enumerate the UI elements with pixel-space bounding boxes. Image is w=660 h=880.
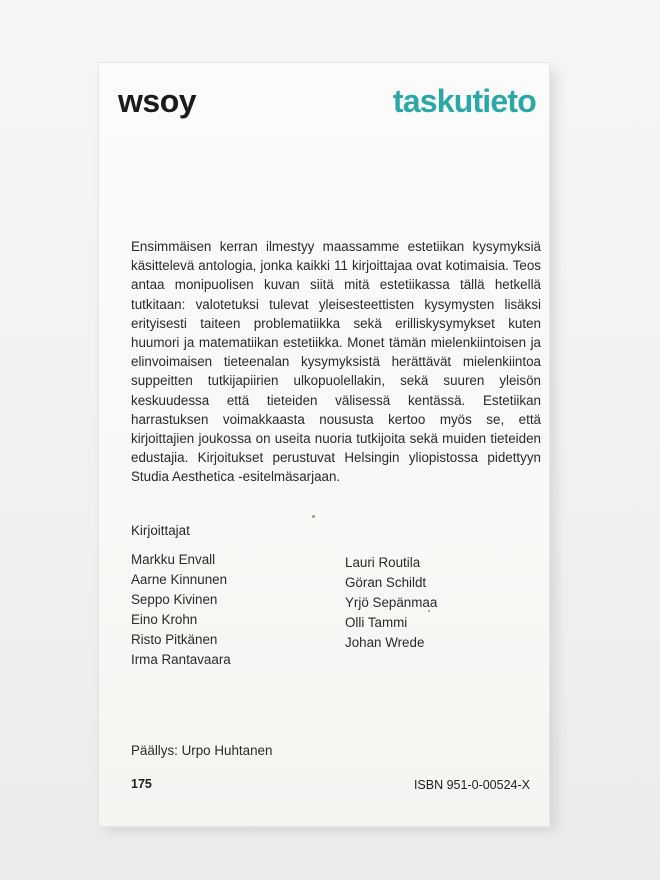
book-back-cover [98, 62, 550, 827]
cover-credit: Päällys: Urpo Huhtanen [131, 743, 273, 758]
author-name: Eino Krohn [131, 612, 198, 627]
author-name: Johan Wrede [345, 635, 425, 650]
author-name: Seppo Kivinen [131, 592, 218, 607]
authors-heading: Kirjoittajat [131, 523, 190, 538]
blurb-text: Ensimmäisen kerran ilmestyy maassamme estetiikan kysymyksiä käsittelevä antologia, jonka kaikki 11 kirjoittajaa ovat kotimaisia. Teos antaa monipuolisen kuvan siitä mitä estetiikassa tällä hetkellä tutkitaan: valotetuksi tulevat yleisesteettisten kysymysten lisäksi erityisesti taiteen problematiikka sekä erilliskysymykset kuten huumori ja matematiikan estetiikka. Monet tämän mielenkiintoisen ja elinvoimaisen tieteenalan kysymyksistä herättävät mielenkiintoa suppeitten tutkijapiirien ulkopuolellakin, sekä suuren yleisön keskuudessa että tieteiden välisessä kentässä. Estetiikan harrastuksen voimakkaasta noususta kertoo myös se, että kirjoittajien joukossa on useita nuoria tutkijoita sekä muiden tieteiden edustajia. Kirjoitukset perustuvat Helsingin yliopistossa pidettyyn Studia Aesthetica -esitelmäsarjaan. [131, 239, 541, 485]
author-name: Risto Pitkänen [131, 632, 218, 647]
authors-list-left [131, 550, 231, 670]
author-name: Aarne Kinnunen [131, 572, 228, 587]
author-name: Markku Envall [131, 552, 216, 567]
price-code: 175 [131, 777, 152, 791]
author-name: Olli Tammi [345, 615, 408, 630]
author-name: Göran Schildt [345, 575, 427, 590]
author-name: Yrjö Sepänmaa [345, 595, 438, 610]
paper-speck [312, 515, 315, 518]
authors-list-right [345, 553, 437, 653]
paper-speck [428, 610, 430, 612]
publisher-logo: wsoy [118, 83, 197, 119]
series-logo: taskutieto [392, 83, 536, 119]
author-name: Lauri Routila [345, 555, 421, 570]
isbn-number: ISBN 951-0-00524-X [413, 778, 530, 792]
author-name: Irma Rantavaara [131, 652, 231, 667]
